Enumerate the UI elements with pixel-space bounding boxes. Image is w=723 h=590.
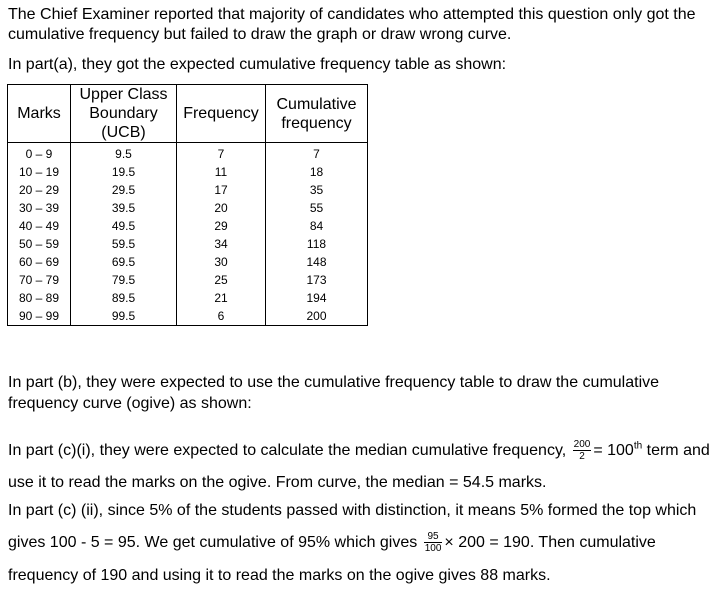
part-c1-prefix: In part (c)(i), they were expected to calculate the median cumulative frequency, — [8, 442, 567, 459]
header-cumulative-line-1: Cumulative — [276, 95, 357, 113]
header-ucb-line-3: (UCB) — [101, 124, 146, 141]
cell-ucb: 39.5 — [71, 199, 177, 217]
part-c1-line-1 — [8, 436, 720, 466]
cell-cumulative: 194 — [266, 289, 368, 307]
cell-ucb: 49.5 — [71, 217, 177, 235]
cell-cumulative: 7 — [266, 143, 368, 164]
part-b-line-1: In part (b), they were expected to use the cumulative frequency table to draw the cumulative — [8, 374, 660, 391]
cell-marks: 30 – 39 — [8, 199, 71, 217]
cell-frequency: 29 — [177, 217, 266, 235]
cell-marks: 80 – 89 — [8, 289, 71, 307]
cell-marks: 50 – 59 — [8, 235, 71, 253]
part-c2-line-3: frequency of 190 and using it to read the marks on the ogive gives 88 marks. — [8, 567, 551, 584]
cell-ucb: 9.5 — [71, 143, 177, 164]
header-ucb-line-1: Upper Class — [79, 86, 168, 103]
header-ucb — [71, 85, 177, 143]
cumulative-frequency-table — [7, 84, 368, 326]
cell-cumulative: 148 — [266, 253, 368, 271]
distinction-fraction-numerator: 95 — [424, 531, 443, 543]
median-fraction-denominator: 2 — [579, 451, 585, 463]
table-row — [8, 235, 368, 253]
cell-marks: 0 – 9 — [8, 143, 71, 164]
table-row — [8, 181, 368, 199]
header-cumulative — [266, 85, 368, 143]
part-c2-suffix: × 200 = 190. Then cumulative — [444, 534, 656, 551]
cell-cumulative: 118 — [266, 235, 368, 253]
intro-line-2: cumulative frequency but failed to draw the graph or draw wrong curve. — [8, 26, 512, 43]
cell-cumulative: 35 — [266, 181, 368, 199]
cell-marks: 20 – 29 — [8, 181, 71, 199]
cell-cumulative: 200 — [266, 307, 368, 326]
table-row — [8, 271, 368, 289]
cell-marks: 90 – 99 — [8, 307, 71, 326]
cell-ucb: 29.5 — [71, 181, 177, 199]
cell-frequency: 11 — [177, 163, 266, 181]
intro-line-3: In part(a), they got the expected cumulative frequency table as shown: — [8, 56, 507, 73]
cell-frequency: 17 — [177, 181, 266, 199]
part-c1-suffix: term and — [642, 442, 710, 459]
cell-frequency: 20 — [177, 199, 266, 217]
part-c1-equals: = 100 — [593, 442, 634, 459]
distinction-fraction — [424, 531, 443, 554]
cell-marks: 70 – 79 — [8, 271, 71, 289]
cell-ucb: 79.5 — [71, 271, 177, 289]
cell-cumulative: 84 — [266, 217, 368, 235]
cell-ucb: 99.5 — [71, 307, 177, 326]
cell-frequency: 34 — [177, 235, 266, 253]
cell-cumulative: 55 — [266, 199, 368, 217]
part-c1-line-2: use it to read the marks on the ogive. From curve, the median = 54.5 marks. — [8, 474, 547, 491]
part-c2-line-1: In part (c) (ii), since 5% of the students passed with distinction, it means 5% formed the top which — [8, 502, 697, 519]
part-c1-superscript: th — [633, 440, 643, 452]
cell-frequency: 25 — [177, 271, 266, 289]
cell-ucb: 89.5 — [71, 289, 177, 307]
table-row — [8, 253, 368, 271]
cell-frequency: 6 — [177, 307, 266, 326]
cell-marks: 60 – 69 — [8, 253, 71, 271]
cell-marks: 40 – 49 — [8, 217, 71, 235]
table-body — [8, 143, 368, 326]
cell-frequency: 21 — [177, 289, 266, 307]
table-row — [8, 163, 368, 181]
table-header-row — [8, 85, 368, 143]
header-cumulative-line-2: frequency — [281, 114, 352, 132]
part-c2-line-2 — [8, 528, 720, 558]
median-fraction-numerator: 200 — [573, 439, 591, 451]
header-marks: Marks — [8, 85, 71, 143]
cell-cumulative: 173 — [266, 271, 368, 289]
header-ucb-line-2: Boundary — [89, 105, 158, 122]
cell-marks: 10 – 19 — [8, 163, 71, 181]
cell-cumulative: 18 — [266, 163, 368, 181]
table-row — [8, 143, 368, 164]
part-c2-prefix: gives 100 - 5 = 95. We get cumulative of 95% which gives — [8, 534, 418, 551]
table-row — [8, 289, 368, 307]
table-row — [8, 217, 368, 235]
part-b-line-2: frequency curve (ogive) as shown: — [8, 395, 252, 412]
table-row — [8, 199, 368, 217]
median-fraction — [573, 439, 592, 462]
cell-ucb: 59.5 — [71, 235, 177, 253]
cell-frequency: 7 — [177, 143, 266, 164]
cell-frequency: 30 — [177, 253, 266, 271]
cell-ucb: 69.5 — [71, 253, 177, 271]
table-row — [8, 307, 368, 326]
header-frequency: Frequency — [177, 85, 266, 143]
intro-line-1: The Chief Examiner reported that majority of candidates who attempted this question only got the — [8, 6, 696, 23]
cell-ucb: 19.5 — [71, 163, 177, 181]
distinction-fraction-denominator: 100 — [424, 543, 442, 555]
